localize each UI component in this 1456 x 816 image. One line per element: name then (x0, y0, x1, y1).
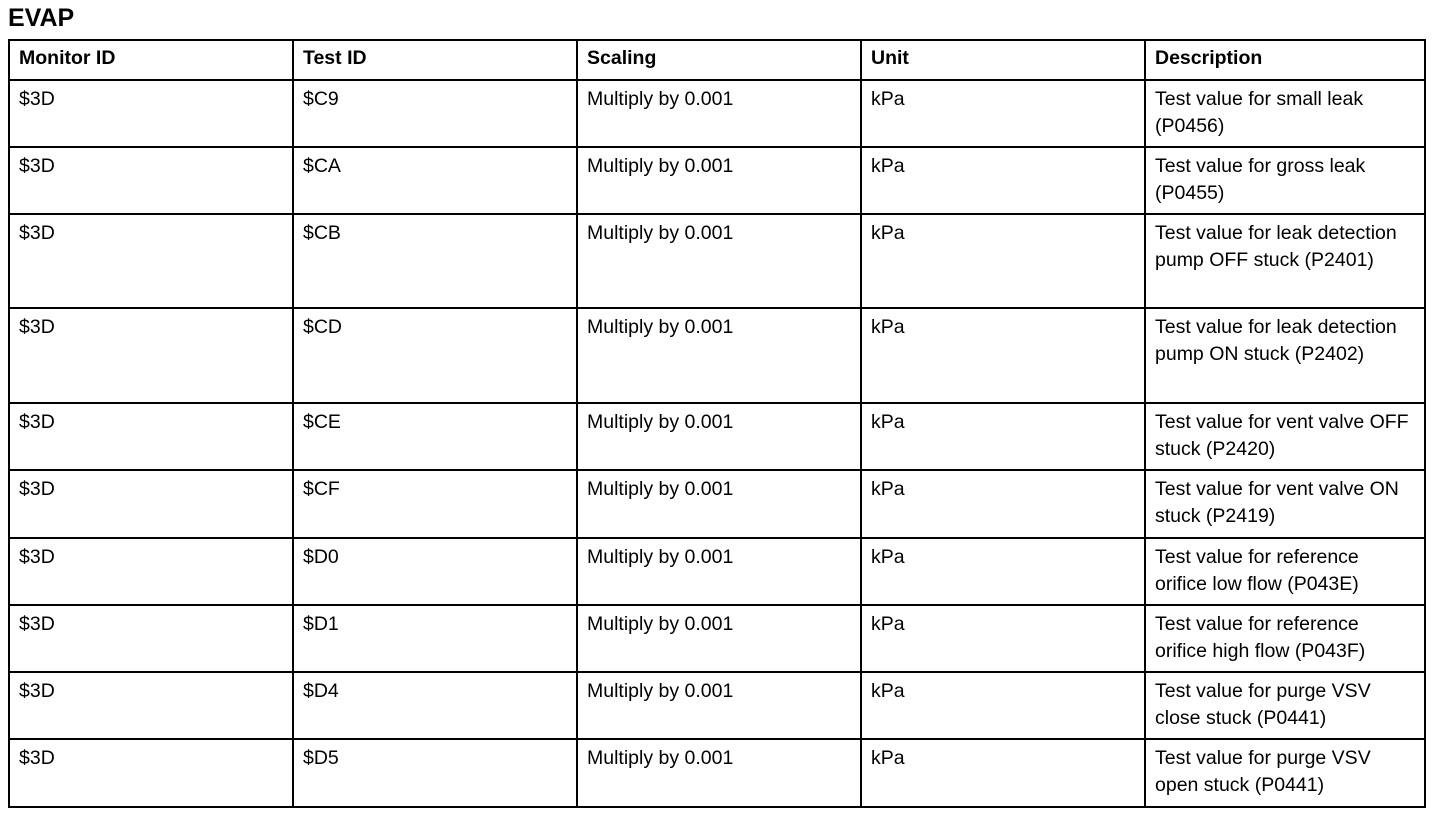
header-description: Description (1145, 40, 1425, 80)
table-header-row (9, 40, 1425, 80)
cell-unit: kPa (861, 672, 1145, 739)
table-row (9, 80, 1425, 147)
cell-test-id: $CA (293, 147, 577, 214)
page-title: EVAP (8, 4, 75, 32)
cell-test-id: $CF (293, 470, 577, 538)
cell-description: Test value for purge VSV open stuck (P0441) (1145, 739, 1425, 807)
evap-test-table (8, 39, 1426, 808)
cell-test-id: $D5 (293, 739, 577, 807)
cell-description: Test value for reference orifice low flow (P043E) (1145, 538, 1425, 605)
cell-monitor-id: $3D (9, 80, 293, 147)
cell-scaling: Multiply by 0.001 (577, 403, 861, 470)
table-row (9, 308, 1425, 403)
cell-description: Test value for reference orifice high flow (P043F) (1145, 605, 1425, 672)
cell-test-id: $D4 (293, 672, 577, 739)
cell-scaling: Multiply by 0.001 (577, 214, 861, 308)
cell-description: Test value for vent valve ON stuck (P2419) (1145, 470, 1425, 538)
cell-scaling: Multiply by 0.001 (577, 308, 861, 403)
cell-test-id: $D0 (293, 538, 577, 605)
table-row (9, 605, 1425, 672)
header-unit: Unit (861, 40, 1145, 80)
cell-monitor-id: $3D (9, 538, 293, 605)
cell-test-id: $C9 (293, 80, 577, 147)
cell-description: Test value for small leak (P0456) (1145, 80, 1425, 147)
cell-scaling: Multiply by 0.001 (577, 147, 861, 214)
header-scaling: Scaling (577, 40, 861, 80)
cell-unit: kPa (861, 470, 1145, 538)
cell-unit: kPa (861, 80, 1145, 147)
cell-scaling: Multiply by 0.001 (577, 739, 861, 807)
cell-scaling: Multiply by 0.001 (577, 672, 861, 739)
cell-scaling: Multiply by 0.001 (577, 538, 861, 605)
table-row (9, 538, 1425, 605)
cell-test-id: $D1 (293, 605, 577, 672)
cell-scaling: Multiply by 0.001 (577, 80, 861, 147)
cell-unit: kPa (861, 308, 1145, 403)
cell-unit: kPa (861, 147, 1145, 214)
cell-unit: kPa (861, 403, 1145, 470)
cell-monitor-id: $3D (9, 403, 293, 470)
cell-unit: kPa (861, 538, 1145, 605)
table-row (9, 147, 1425, 214)
cell-unit: kPa (861, 739, 1145, 807)
cell-test-id: $CB (293, 214, 577, 308)
cell-monitor-id: $3D (9, 470, 293, 538)
cell-monitor-id: $3D (9, 214, 293, 308)
cell-unit: kPa (861, 605, 1145, 672)
cell-monitor-id: $3D (9, 739, 293, 807)
table-row (9, 214, 1425, 308)
header-test-id: Test ID (293, 40, 577, 80)
cell-monitor-id: $3D (9, 672, 293, 739)
cell-scaling: Multiply by 0.001 (577, 605, 861, 672)
cell-unit: kPa (861, 214, 1145, 308)
cell-description: Test value for leak detection pump ON stuck (P2402) (1145, 308, 1425, 403)
table-row (9, 403, 1425, 470)
table-row (9, 739, 1425, 807)
cell-test-id: $CE (293, 403, 577, 470)
header-monitor-id: Monitor ID (9, 40, 293, 80)
cell-description: Test value for vent valve OFF stuck (P2420) (1145, 403, 1425, 470)
cell-scaling: Multiply by 0.001 (577, 470, 861, 538)
cell-description: Test value for purge VSV close stuck (P0441) (1145, 672, 1425, 739)
cell-monitor-id: $3D (9, 605, 293, 672)
table-row (9, 470, 1425, 538)
cell-description: Test value for gross leak (P0455) (1145, 147, 1425, 214)
cell-monitor-id: $3D (9, 308, 293, 403)
cell-description: Test value for leak detection pump OFF stuck (P2401) (1145, 214, 1425, 308)
cell-monitor-id: $3D (9, 147, 293, 214)
table-row (9, 672, 1425, 739)
cell-test-id: $CD (293, 308, 577, 403)
